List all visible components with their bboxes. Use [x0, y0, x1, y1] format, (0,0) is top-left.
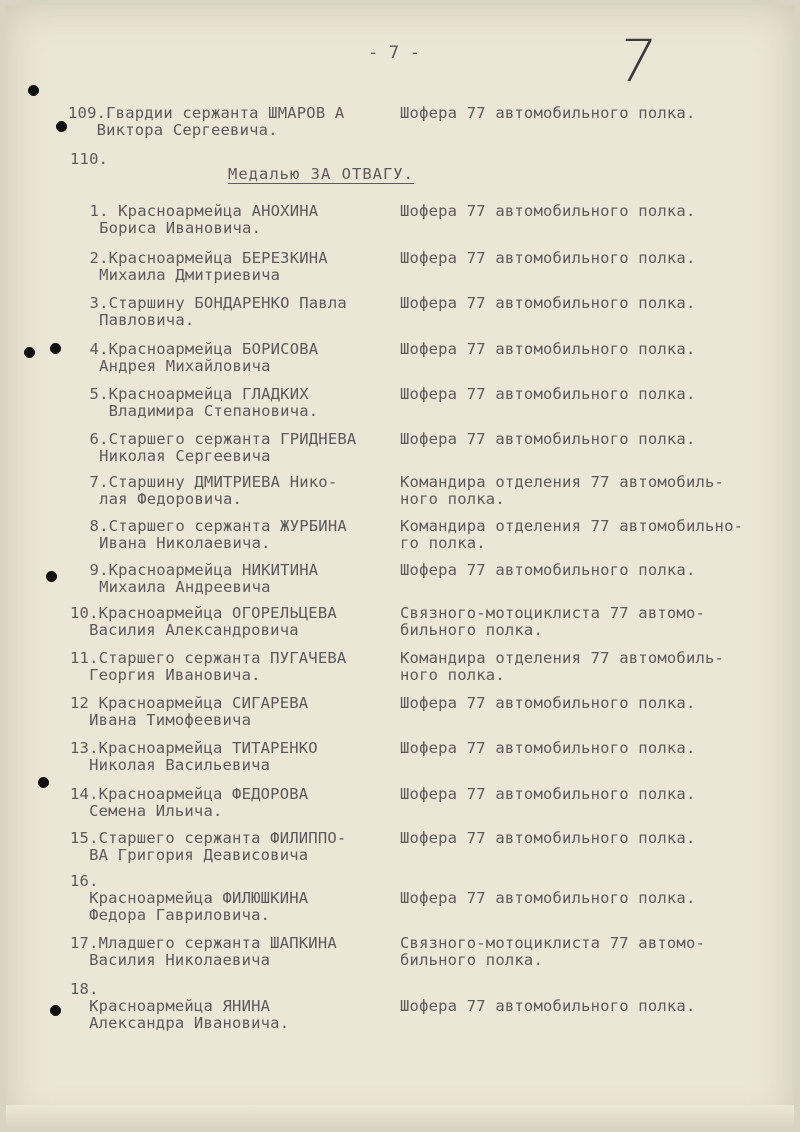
binder-hole-mark	[46, 571, 57, 582]
entry-name: 12 Красноармейца СИГАРЕВА Ивана Тимофеевича	[70, 694, 309, 729]
entry-role: Шофера 77 автомобильного полка.	[400, 104, 696, 122]
entry-role: Шофера 77 автомобильного полка.	[400, 829, 696, 847]
entry-role: Шофера 77 автомобильного полка.	[400, 785, 696, 803]
entry-name: 109.Гвардии сержанта ШМАРОВ А Виктора Сергеевича.	[68, 104, 345, 139]
page-number: - 7 -	[368, 43, 421, 63]
entry-role: Шофера 77 автомобильного полка.	[400, 739, 696, 757]
entry-name: 16. Красноармейца ФИЛЮШКИНА Федора Гавриловича.	[70, 872, 309, 924]
entry-name: 5.Красноармейца ГЛАДКИХ Владимира Степановича.	[89, 385, 319, 420]
binder-hole-mark	[50, 343, 61, 354]
binder-hole-mark	[28, 85, 39, 96]
entry-name: 10.Красноармейца ОГОРЕЛЬЦЕВА Василия Александровича	[70, 604, 337, 639]
entry-role: Шофера 77 автомобильного полка.	[400, 340, 696, 358]
entry-name: 7.Старшину ДМИТРИЕВА Нико- лая Федоровича.	[89, 473, 338, 508]
entry-name: 11.Старшего сержанта ПУГАЧЕВА Георгия Ивановича.	[70, 649, 347, 684]
entry-name: 15.Старшего сержанта ФИЛИППО- ВА Григория Деависовича	[70, 829, 347, 864]
binder-hole-mark	[24, 347, 35, 358]
entry-role: Связного-мотоциклиста 77 автомо- бильного полка.	[400, 934, 706, 969]
entry-role: Шофера 77 автомобильного полка.	[400, 202, 696, 220]
entry-role: Шофера 77 автомобильного полка.	[400, 249, 696, 267]
handwritten-page-number: 7	[613, 27, 660, 95]
award-heading: Медалью ЗА ОТВАГУ.	[228, 165, 414, 183]
entry-name: 9.Красноармейца НИКИТИНА Михаила Андреевича	[89, 561, 319, 596]
entry-role: Шофера 77 автомобильного полка.	[400, 561, 696, 579]
entry-role: Шофера 77 автомобильного полка.	[400, 997, 696, 1015]
entry-role: Шофера 77 автомобильного полка.	[400, 294, 696, 312]
entry-role: Шофера 77 автомобильного полка.	[400, 385, 696, 403]
entry-role: Командира отделения 77 автомобиль- ного полка.	[400, 649, 725, 684]
entry-name: 8.Старшего сержанта ЖУРБИНА Ивана Николаевича.	[89, 517, 347, 552]
entry-role: Командира отделения 77 автомобиль- ного полка.	[400, 473, 725, 508]
entry-role: Командира отделения 77 автомобильно- го полка.	[400, 517, 744, 552]
entry-role: Шофера 77 автомобильного полка.	[400, 694, 696, 712]
binder-hole-mark	[56, 121, 67, 132]
entry-role: Шофера 77 автомобильного полка.	[400, 430, 696, 448]
entry-role: Связного-мотоциклиста 77 автомо- бильного полка.	[400, 604, 706, 639]
entry-name: 6.Старшего сержанта ГРИДНЕВА Николая Сергеевича	[89, 430, 357, 465]
entry-name: 3.Старшину БОНДАРЕНКО Павла Павловича.	[89, 294, 347, 329]
binder-hole-mark	[50, 1005, 61, 1016]
entry-name: 2.Красноармейца БЕРЕЗКИНА Михаила Дмитриевича	[89, 249, 328, 284]
entry-name: 110.	[70, 150, 109, 168]
entry-name: 17.Младшего сержанта ШАПКИНА Василия Николаевича	[70, 934, 337, 969]
entry-name: 14.Красноармейца ФЕДОРОВА Семена Ильича.	[70, 785, 309, 820]
entry-name: 1. Красноармейца АНОХИНА Бориса Ивановича.	[89, 202, 319, 237]
entry-name: 18. Красноармейца ЯНИНА Александра Ивановича.	[70, 980, 290, 1032]
binder-hole-mark	[38, 777, 49, 788]
document-page	[6, 5, 794, 1127]
entry-name: 4.Красноармейца БОРИСОВА Андрея Михайловича	[89, 340, 319, 375]
page-bottom-edge	[6, 1105, 794, 1127]
entry-role: Шофера 77 автомобильного полка.	[400, 889, 696, 907]
entry-name: 13.Красноармейца ТИТАРЕНКО Николая Васильевича	[70, 739, 318, 774]
